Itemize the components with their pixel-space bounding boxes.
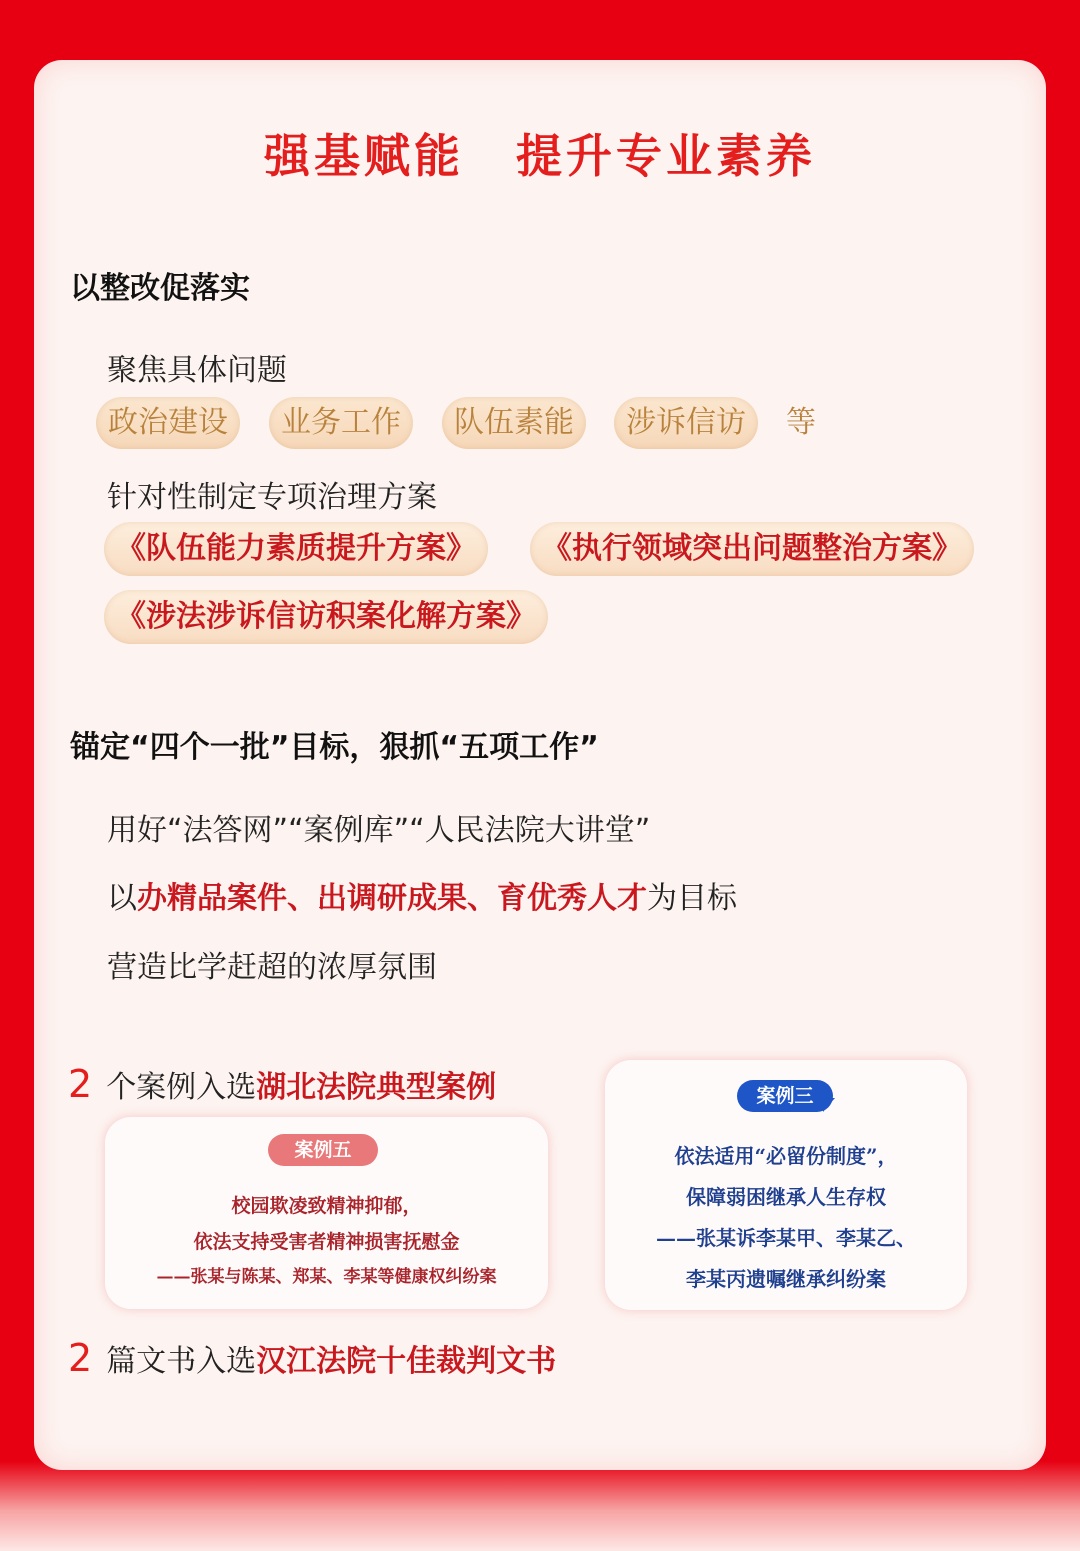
issue-pill-politics: 政治建设	[96, 397, 240, 449]
atmosphere-line: 营造比学赶超的浓厚氛围	[107, 950, 437, 985]
cases-text: 个案例入选	[106, 1070, 257, 1105]
documents-highlight: 汉江法院十佳裁判文书	[256, 1344, 557, 1379]
case-three-tag-tail	[823, 1098, 835, 1112]
page-title	[0, 120, 1080, 186]
case-five-tag: 案例五	[268, 1134, 378, 1166]
case-three-line-2: 保障弱困继承人生存权	[686, 1185, 886, 1209]
case-three-line-4: 李某丙遗嘱继承纠纷案	[686, 1267, 886, 1291]
plan-team-quality: 《队伍能力素质提升方案》	[104, 522, 488, 576]
case-five-line-3: ——张某与陈某、郑某、李某等健康权纠纷案	[156, 1267, 497, 1287]
case-five-line-1: 校园欺凌致精神抑郁，	[231, 1195, 422, 1217]
case-three-line-3: ——张某诉李某甲、李某乙、	[656, 1226, 916, 1250]
issue-pill-business: 业务工作	[269, 397, 413, 449]
plan-enforcement: 《执行领域突出问题整治方案》	[530, 522, 974, 576]
section-heading-rectification: 以整改促落实	[70, 271, 250, 306]
goal-highlight: 办精品案件、出调研成果、育优秀人才	[137, 881, 647, 916]
title-part-1: 强基赋能	[264, 129, 464, 183]
bottom-gradient	[0, 1461, 1080, 1551]
documents-text: 篇文书入选	[106, 1344, 257, 1379]
case-three-line-1: 依法适用“必留份制度”，	[674, 1144, 898, 1168]
cases-count: 2	[68, 1062, 93, 1106]
goal-suffix: 为目标	[647, 881, 737, 916]
issue-pill-petition: 涉诉信访	[614, 397, 758, 449]
title-part-2: 提升专业素养	[516, 129, 816, 183]
case-three-tag: 案例三	[737, 1080, 833, 1112]
issue-pill-team: 队伍素能	[442, 397, 586, 449]
plan-intro-line: 针对性制定专项治理方案	[107, 480, 437, 515]
achievement-documents	[68, 1336, 556, 1380]
case-five-line-2: 依法支持受害者精神损害抚慰金	[193, 1231, 460, 1253]
section-heading-goals: 锚定“四个一批”目标，狠抓“五项工作”	[70, 730, 599, 765]
focus-line: 聚焦具体问题	[107, 353, 287, 388]
goal-line	[107, 873, 737, 917]
goal-prefix: 以	[107, 881, 137, 916]
achievement-cases	[68, 1062, 496, 1106]
case-five-card	[105, 1117, 548, 1309]
resources-line: 用好“法答网”“案例库”“人民法院大讲堂”	[107, 813, 651, 848]
issues-suffix: 等	[786, 405, 816, 440]
case-three-card	[605, 1060, 967, 1310]
cases-highlight: 湖北法院典型案例	[256, 1070, 497, 1105]
documents-count: 2	[68, 1336, 93, 1380]
plan-petition: 《涉法涉诉信访积案化解方案》	[104, 590, 548, 644]
